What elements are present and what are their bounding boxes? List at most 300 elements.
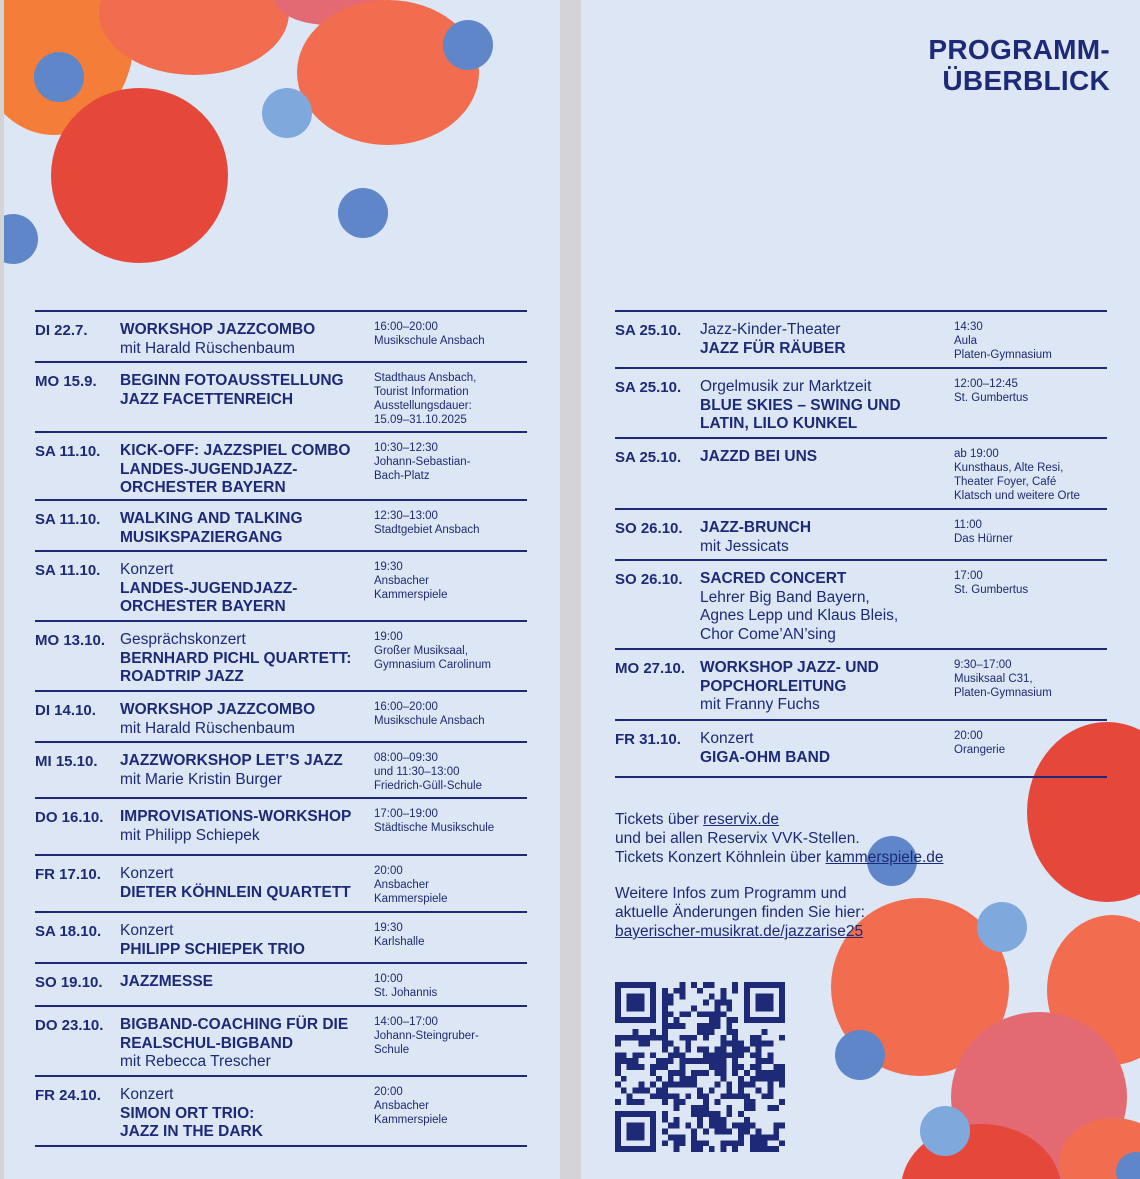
qr-module [744,1005,750,1011]
qr-module [633,1052,639,1058]
qr-module [662,1082,668,1088]
event-row [35,552,527,622]
event-row [35,1077,527,1147]
qr-module [721,1000,727,1006]
qr-module [650,1011,656,1017]
event-title-line: LANDES-JUGENDJAZZ- [120,579,298,597]
event-time-location [374,320,485,348]
qr-module [615,994,621,1000]
qr-module [621,1017,627,1023]
event-info-line: 12:30–13:00 [374,510,438,522]
qr-module [703,1023,709,1029]
qr-module [668,1000,674,1006]
qr-module [779,1005,785,1011]
qr-module [738,1082,744,1088]
qr-module [650,1129,656,1135]
event-info-line: Das Hürner [954,533,1013,545]
qr-module [621,1058,627,1064]
qr-module [662,1000,668,1006]
qr-module [662,1011,668,1017]
qr-module [679,1099,685,1105]
event-date: DO 23.10. [35,1017,104,1034]
event-title [700,519,952,556]
qr-module [732,1093,738,1099]
event-time-location [954,518,1013,546]
qr-module [633,994,639,1000]
event-time-location [954,729,1005,757]
qr-module [650,1123,656,1129]
qr-module [615,1134,621,1140]
qr-module [756,1064,762,1070]
event-title [120,701,372,738]
qr-module [668,1070,674,1076]
qr-module [756,1146,762,1152]
qr-module [762,1041,768,1047]
qr-module [685,1046,691,1052]
qr-module [732,1041,738,1047]
qr-module [744,1082,750,1088]
qr-module [715,1011,721,1017]
qr-module [738,1093,744,1099]
qr-module [762,994,768,1000]
qr-module [662,1058,668,1064]
qr-module [638,1017,644,1023]
event-date: FR 24.10. [35,1087,101,1104]
qr-module [638,1005,644,1011]
qr-module [756,1058,762,1064]
event-title-line: POPCHORLEITUNG [700,677,847,695]
qr-module [650,1134,656,1140]
qr-module [679,1140,685,1146]
qr-module [650,1111,656,1117]
qr-module [732,1070,738,1076]
qr-module [662,1041,668,1047]
qr-module [767,1058,773,1064]
event-info-line: 12:00–12:45 [954,378,1018,390]
event-title-line: SIMON ORT TRIO: [120,1104,255,1122]
event-info-line: 19:30 [374,922,403,934]
qr-module [633,1123,639,1129]
qr-module [674,1105,680,1111]
qr-module [756,1052,762,1058]
event-title-line: ROADTRIP JAZZ [120,668,244,686]
event-info-line: Aula [954,335,978,347]
decor-circle [443,20,493,70]
qr-module [726,1111,732,1117]
qr-module [633,1146,639,1152]
event-date: FR 17.10. [35,866,101,883]
qr-module [650,1005,656,1011]
qr-module [703,1046,709,1052]
qr-module [650,1146,656,1152]
event-info-line: Bach-Platz [374,470,430,482]
qr-module [638,1134,644,1140]
qr-module [779,1140,785,1146]
qr-module [662,994,668,1000]
qr-module [750,1041,756,1047]
qr-module [615,1058,621,1064]
qr-module [662,1099,668,1105]
qr-module [691,982,697,988]
info-text: aktuelle Änderungen finden Sie hier: [615,904,865,921]
qr-module [709,1117,715,1123]
qr-module [638,1111,644,1117]
qr-module [674,1117,680,1123]
qr-module [627,994,633,1000]
event-info-line: Musikschule Ansbach [374,335,485,347]
event-subtitle-line: Konzert [120,1086,174,1103]
qr-module [709,1146,715,1152]
event-info-line: 11:00 [954,519,982,531]
qr-module [732,1046,738,1052]
event-list-left [35,310,527,1147]
event-date: SA 25.10. [615,322,682,339]
qr-module [703,982,709,988]
event-row [35,1007,527,1077]
qr-module [633,1134,639,1140]
event-info-line: 14:30 [954,321,983,333]
qr-module [773,1129,779,1135]
event-subtitle-line: mit Marie Kristin Burger [120,770,282,788]
event-info-line: Theater Foyer, Café [954,476,1057,488]
qr-module [668,1082,674,1088]
qr-module [615,1129,621,1135]
event-title [120,752,372,789]
event-info-line: 20:00 [954,730,983,742]
qr-module [726,1017,732,1023]
qr-module [726,1129,732,1135]
qr-module [767,1105,773,1111]
qr-module [738,1076,744,1082]
qr-module [744,1117,750,1123]
qr-module [697,1117,703,1123]
event-title [120,442,372,498]
qr-module [721,1093,727,1099]
qr-module [744,1093,750,1099]
qr-module [744,1129,750,1135]
qr-module [779,1082,785,1088]
qr-module [732,1146,738,1152]
event-title [120,922,372,959]
qr-module [732,982,738,988]
event-subtitle-line: Gesprächskonzert [120,631,246,648]
event-info-line: ab 19:00 [954,448,999,460]
qr-module [656,1093,662,1099]
qr-module [668,1041,674,1047]
qr-module [709,1029,715,1035]
qr-module [697,1146,703,1152]
qr-module [633,1058,639,1064]
title-line-1: PROGRAMM- [928,34,1110,65]
qr-module [691,1082,697,1088]
event-info-line: Ansbacher [374,879,429,891]
event-title-line: LATIN, LILO KUNKEL [700,415,858,433]
qr-module [709,982,715,988]
event-info-line: 10:30–12:30 [374,442,438,454]
qr-module [738,1129,744,1135]
qr-module [762,1140,768,1146]
event-row [35,363,527,433]
qr-module [633,1129,639,1135]
qr-module [773,1064,779,1070]
qr-module [703,1105,709,1111]
decor-circle [338,188,388,238]
event-info-line: Klatsch und weitere Orte [954,490,1080,502]
qr-module [615,1082,621,1088]
qr-module [662,1029,668,1035]
qr-module [762,1029,768,1035]
event-title-line: JAZZMESSE [120,973,214,990]
event-info-line: 9:30–17:00 [954,659,1012,671]
qr-module [691,1058,697,1064]
qr-module [691,1070,697,1076]
event-info-line: 19:00 [374,631,403,643]
event-title [700,730,952,767]
qr-module [756,982,762,988]
qr-module [638,982,644,988]
qr-module [767,1082,773,1088]
event-row [35,964,527,1007]
event-title-line: IMPROVISATIONS-WORKSHOP [120,808,352,825]
event-info-line: Musiksaal C31, [954,673,1033,685]
qr-module [638,1064,644,1070]
event-subtitle-line: Konzert [120,561,174,578]
qr-module [644,1111,650,1117]
qr-module [738,1140,744,1146]
event-info-line: Orangerie [954,744,1006,756]
qr-module [627,1146,633,1152]
qr-module [756,1070,762,1076]
qr-module [638,1000,644,1006]
qr-module [703,1099,709,1105]
qr-module [615,988,621,994]
qr-module [750,1134,756,1140]
event-title-line: ORCHESTER BAYERN [120,598,286,616]
qr-module [767,1093,773,1099]
event-row [615,561,1107,650]
event-info-line: Städtische Musikschule [374,822,495,834]
qr-module [744,1105,750,1111]
qr-module [685,1082,691,1088]
qr-module [679,1134,685,1140]
qr-module [615,1005,621,1011]
qr-module [767,1088,773,1094]
qr-module [703,1140,709,1146]
event-info-line: Karlshalle [374,936,425,948]
qr-module [627,1099,633,1105]
event-date: MO 27.10. [615,660,686,677]
qr-module [726,1023,732,1029]
qr-module [762,1146,768,1152]
musikrat-link[interactable]: bayerischer-musikrat.de/jazzarise25 [615,923,864,940]
event-info-line: Stadthaus Ansbach, [374,372,477,384]
qr-module [674,1052,680,1058]
qr-module [744,982,750,988]
qr-module [633,1064,639,1070]
qr-module [721,1064,727,1070]
qr-module [773,1134,779,1140]
qr-module [756,1005,762,1011]
event-date: MI 15.10. [35,753,98,770]
qr-module [650,1082,656,1088]
event-row [615,369,1107,439]
qr-module [633,1111,639,1117]
event-info-line: 10:00 [374,973,403,985]
qr-module [662,1088,668,1094]
qr-module [644,982,650,988]
qr-module [679,1058,685,1064]
event-time-location [374,441,471,483]
more-info [615,884,945,941]
qr-module [668,1058,674,1064]
qr-module [650,994,656,1000]
qr-code[interactable] [615,982,785,1152]
qr-module [650,1140,656,1146]
qr-module [703,1052,709,1058]
qr-module [732,1029,738,1035]
qr-module [703,1070,709,1076]
info-text: Weitere Infos zum Programm und [615,885,847,902]
qr-module [762,1000,768,1006]
qr-module [715,1129,721,1135]
qr-module [656,1088,662,1094]
qr-module [762,1070,768,1076]
event-time-location [374,560,448,602]
qr-module [662,1046,668,1052]
qr-module [685,1035,691,1041]
event-info-line: Johann-Sebastian- [374,456,471,468]
qr-module [744,1011,750,1017]
qr-module [767,1076,773,1082]
qr-module [697,1023,703,1029]
qr-module [779,988,785,994]
event-row [615,510,1107,561]
qr-module [715,1017,721,1023]
qr-module [621,982,627,988]
event-subtitle-line: mit Rebecca Trescher [120,1053,271,1071]
qr-module [615,1011,621,1017]
qr-module [691,1146,697,1152]
kammerspiele-link[interactable]: kammerspiele.de [825,849,944,866]
left-panel [4,0,560,1179]
qr-module [638,1052,644,1058]
qr-module [721,1076,727,1082]
qr-module [744,994,750,1000]
qr-module [691,1076,697,1082]
event-subtitle-line: Konzert [120,922,174,939]
event-time-location [954,320,1052,362]
qr-module [732,988,738,994]
event-date: SO 26.10. [615,571,683,588]
event-row [615,650,1107,721]
event-date: DO 16.10. [35,809,104,826]
qr-module [662,1117,668,1123]
event-info-line: Großer Musiksaal, [374,645,468,657]
event-subtitle-line: mit Harald Rüschenbaum [120,339,295,357]
qr-module [679,1023,685,1029]
event-info-line: Platen-Gymnasium [954,687,1052,699]
qr-module [721,994,727,1000]
qr-module [679,988,685,994]
event-date: FR 31.10. [615,731,681,748]
qr-module [721,1052,727,1058]
qr-module [750,1035,756,1041]
qr-module [633,1099,639,1105]
event-info-line: 15.09–31.10.2025 [374,414,467,426]
qr-module [674,1070,680,1076]
qr-module [709,1017,715,1023]
qr-module [638,1146,644,1152]
qr-module [674,1082,680,1088]
qr-module [656,1035,662,1041]
qr-module [744,1123,750,1129]
event-title-line: BIGBAND-COACHING FÜR DIE [120,1016,349,1033]
qr-module [726,1005,732,1011]
event-title-line: MUSIKSPAZIERGANG [120,528,283,546]
qr-module [744,988,750,994]
qr-module [650,1029,656,1035]
event-subtitle-line: Konzert [120,865,174,882]
qr-module [767,1017,773,1023]
qr-module [679,994,685,1000]
qr-module [767,1134,773,1140]
event-date: SO 19.10. [35,974,103,991]
qr-module [697,1029,703,1035]
event-time-location [374,371,476,427]
qr-module [621,1146,627,1152]
qr-module [697,1058,703,1064]
event-row [35,856,527,913]
qr-module [756,1088,762,1094]
event-title-line: BERNHARD PICHL QUARTETT: [120,649,352,667]
qr-module [697,1011,703,1017]
qr-module [709,994,715,1000]
event-date: SA 11.10. [35,511,101,528]
qr-module [750,1146,756,1152]
event-info-line: Musikschule Ansbach [374,715,485,727]
qr-module [627,982,633,988]
qr-module [679,982,685,988]
event-title-line: REALSCHUL-BIGBAND [120,1034,294,1052]
qr-module [615,1035,621,1041]
qr-module [679,1011,685,1017]
qr-module [732,1140,738,1146]
qr-module [697,1123,703,1129]
qr-module [732,1058,738,1064]
event-info-line: St. Gumbertus [954,584,1029,596]
qr-module [767,1041,773,1047]
reservix-link[interactable]: reservix.de [703,811,779,828]
qr-module [668,1134,674,1140]
qr-module [779,1123,785,1129]
event-title [700,659,952,715]
event-time-location [954,377,1028,405]
event-title [700,321,952,358]
qr-module [650,1093,656,1099]
qr-module [715,1123,721,1129]
event-title [120,808,372,845]
event-date: SA 25.10. [615,449,682,466]
qr-module [726,1140,732,1146]
qr-module [779,1017,785,1023]
qr-module [644,1035,650,1041]
qr-module [615,1146,621,1152]
qr-module [685,1093,691,1099]
qr-module [779,982,785,988]
qr-module [762,1017,768,1023]
qr-module [685,1011,691,1017]
qr-module [685,1058,691,1064]
